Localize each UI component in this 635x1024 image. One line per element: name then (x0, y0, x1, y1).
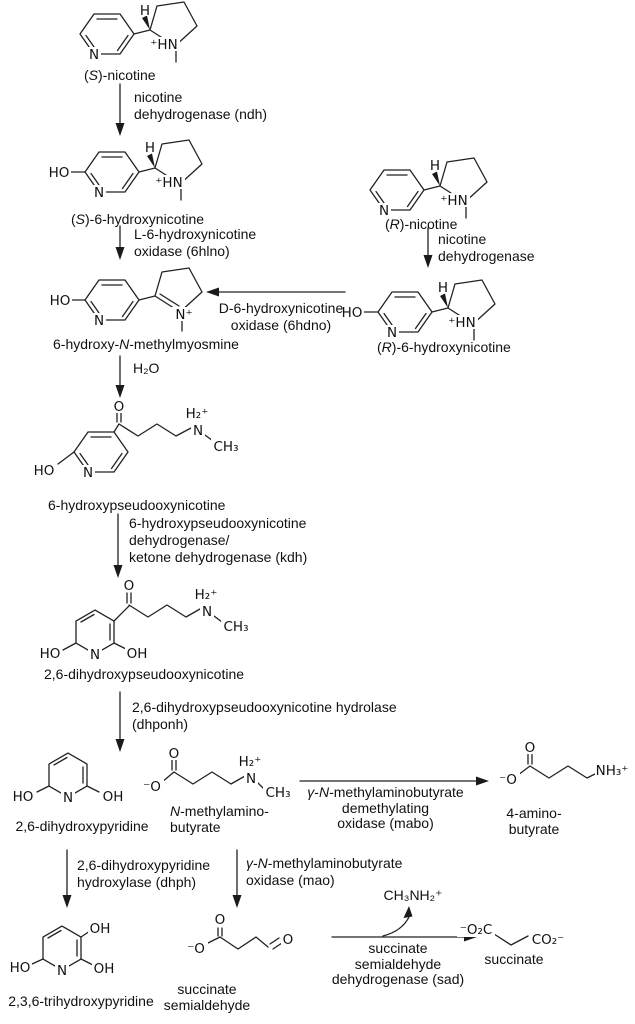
label-line: hydroxylase (dhph) (77, 874, 197, 890)
label-line: oxidase (mabo) (337, 815, 434, 831)
atom-hn-plus: ⁺HN (440, 193, 468, 209)
atom-hn-plus: ⁺HN (150, 37, 178, 53)
atom-nh3-plus: NH₃⁺ (595, 763, 629, 779)
label-2-6-dihydroxypyridine: 2,6-dihydroxypyridine (15, 818, 149, 834)
structure-2-6-dihydroxypseudooxynicotine (38, 578, 251, 663)
atom-carboxyl-o: O (524, 740, 536, 756)
atom-h2-plus: H₂⁺ (185, 406, 209, 422)
atom-oh: OH (126, 646, 148, 662)
label-enzyme-6hlno (134, 226, 256, 260)
arrow-dhponh (116, 692, 125, 752)
label-enzyme-dhph (77, 857, 210, 891)
atom-ring-n: N (62, 790, 74, 806)
label-methylamine-ch3nh2: CH₃NH₂⁺ (383, 887, 443, 903)
label-line: ketone dehydrogenase (kdh) (129, 549, 308, 565)
arrow-dhph (63, 850, 72, 908)
label-r-nicotine: (R)-nicotine (385, 216, 458, 232)
label-line: D-6-hydroxynicotine (218, 300, 344, 316)
label-line: 2,6-dihydroxypseudooxynicotine hydrolase (132, 699, 397, 715)
label-6-hydroxy-n-methylmyosmine: 6-hydroxy-N-methylmyosmine (53, 336, 239, 352)
label-line: oxidase (mao) (246, 872, 335, 888)
label-enzyme-kdh (129, 515, 307, 566)
label-reagent-h2o: H₂O (133, 360, 160, 376)
atom-ring-n: N (378, 203, 390, 219)
label-line: demethylating (341, 799, 430, 816)
atom-o-minus: ⁻O (143, 779, 161, 795)
atom-ring-n: N (82, 465, 94, 481)
atom-ketone-o: O (123, 578, 135, 594)
structure-6-hydroxy-n-methylmyosmine (48, 268, 202, 331)
label-line: oxidase (6hlno) (134, 243, 230, 259)
label-r-6-hydroxynicotine: (R)-6-hydroxynicotine (377, 339, 511, 355)
label-line: (dhponh) (132, 716, 189, 732)
label-line: dehydrogenase/ (129, 532, 230, 548)
structure-6-hydroxypseudooxynicotine (32, 399, 241, 481)
atom-o-minus: ⁻O (499, 772, 517, 788)
structure-succinate-semialdehyde (184, 912, 295, 957)
label-line: succinate (177, 981, 237, 997)
structure-s-nicotine (80, 2, 197, 63)
arrow-h2o (116, 356, 125, 398)
structure-n-methylaminobutyrate (140, 746, 293, 801)
atom-oh-3: OH (89, 921, 111, 937)
label-enzyme-mao (246, 855, 402, 889)
atom-ring-n: N (93, 185, 105, 201)
curved-arrow-methylamine (383, 906, 413, 936)
structure-succinate (457, 922, 567, 948)
atom-chain-n: N (245, 771, 257, 787)
atom-chain-n: N (201, 604, 213, 620)
label-line: butyrate (508, 820, 560, 837)
label-line: 4-amino- (506, 805, 562, 821)
label-line: γ-N-methylaminobutyrate (307, 784, 464, 800)
label-2-3-6-trihydroxypyridine: 2,3,6-trihydroxypyridine (8, 993, 154, 1009)
atom-ho: HO (9, 960, 31, 976)
arrow-r-ndh (424, 228, 433, 268)
label-line: succinate (368, 940, 428, 956)
label-s-nicotine: (S)-nicotine (84, 67, 156, 83)
atom-oh-2: OH (93, 961, 115, 977)
label-line: dehydrogenase (ndh) (134, 106, 268, 122)
atom-carboxyl-o: O (214, 912, 226, 928)
atom-ketone-o: O (113, 399, 125, 415)
atom-ch3: CH₃ (265, 785, 291, 801)
label-enzyme-nicotine-dehydrogenase-r (438, 231, 535, 265)
atom-oh: OH (102, 789, 124, 805)
atom-n-plus: N⁺ (175, 307, 193, 323)
atom-ho: HO (33, 463, 55, 479)
atom-o2c-minus: ⁻O₂C (459, 922, 493, 938)
label-enzyme-mabo (293, 785, 478, 832)
atom-ho: HO (39, 646, 61, 662)
atom-ring-n: N (93, 313, 105, 329)
atom-h2-plus: H₂⁺ (238, 754, 262, 770)
structure-s-6-hydroxynicotine (47, 140, 202, 201)
arrow-6hlno (116, 226, 125, 260)
label-6-hydroxypseudooxynicotine: 6-hydroxypseudooxynicotine (48, 497, 226, 513)
atom-ring-n: N (56, 963, 68, 979)
label-line: nicotine (134, 89, 183, 105)
label-n-methylaminobutyrate (170, 804, 269, 835)
arrow-kdh (114, 514, 123, 578)
label-enzyme-sad (327, 941, 469, 988)
structure-2-3-6-trihydroxypyridine (8, 921, 116, 979)
atom-ring-n: N (88, 47, 100, 63)
atom-ch3: CH₃ (223, 619, 249, 635)
atom-ho: HO (49, 293, 71, 309)
label-line: butyrate (170, 818, 221, 835)
arrow-ndh (116, 84, 125, 136)
label-line: L-6-hydroxynicotine (134, 226, 257, 242)
label-line: nicotine (438, 231, 487, 247)
atom-h: H (429, 158, 441, 174)
arrow-mao (233, 850, 242, 908)
atom-ring-n: N (386, 325, 398, 341)
arrow-6hdno (206, 288, 345, 297)
atom-ring-n: N (89, 647, 101, 663)
label-line: semialdehyde (163, 996, 251, 1013)
label-line: 2,6-dihydroxypyridine (77, 857, 211, 873)
atom-o-minus: ⁻O (187, 941, 205, 957)
atom-hn-plus: ⁺HN (155, 175, 183, 191)
atom-aldehyde-o: O (282, 932, 294, 948)
label-enzyme-6hdno (210, 300, 352, 334)
label-4-aminobutyrate (503, 806, 565, 837)
label-line: γ-N-methylaminobutyrate (246, 855, 403, 871)
atom-h: H (144, 140, 156, 156)
label-succinate: succinate (484, 951, 544, 967)
label-line: N-methylamino- (170, 803, 269, 819)
label-line: dehydrogenase (sad) (331, 971, 465, 987)
label-s-6-hydroxynicotine: (S)-6-hydroxynicotine (71, 211, 205, 227)
label-line: dehydrogenase (438, 248, 535, 264)
atom-carboxyl-o: O (168, 746, 180, 762)
label-line: semialdehyde (354, 955, 442, 972)
structure-r-6-hydroxynicotine (340, 280, 495, 341)
atom-h2-plus: H₂⁺ (194, 587, 218, 603)
label-line: 6-hydroxypseudooxynicotine (129, 515, 307, 531)
structure-r-nicotine (370, 158, 487, 219)
label-line: oxidase (6hdno) (230, 317, 332, 333)
label-enzyme-ndh (134, 89, 267, 123)
atom-ho: HO (48, 165, 70, 181)
structure-2-6-dihydroxypyridine (11, 753, 125, 806)
label-2-6-dihydroxypseudooxynicotine: 2,6-dihydroxypseudooxynicotine (44, 666, 245, 682)
atom-chain-n: N (192, 423, 204, 439)
atom-ho: HO (12, 789, 34, 805)
atom-h: H (437, 280, 449, 296)
structure-4-aminobutyrate (496, 740, 630, 788)
atom-co2-minus: CO₂⁻ (531, 932, 565, 948)
atom-ch3: CH₃ (213, 439, 239, 455)
atom-ho: HO (341, 305, 363, 321)
atom-h: H (139, 3, 151, 19)
label-succinate-semialdehyde (147, 982, 267, 1013)
label-enzyme-dhponh (132, 699, 397, 733)
atom-hn-plus: ⁺HN (448, 315, 476, 331)
